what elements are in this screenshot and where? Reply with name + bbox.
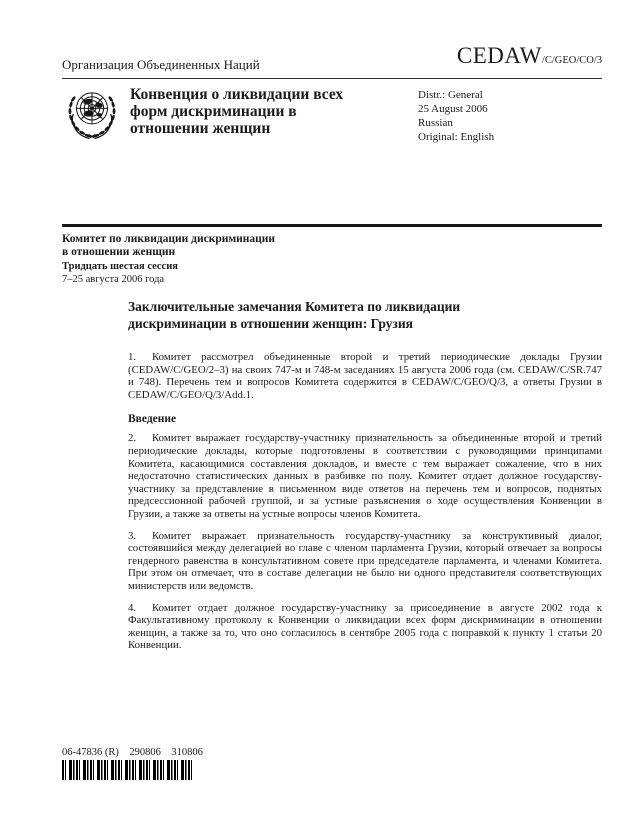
paragraph-3 [128, 530, 602, 593]
paragraph-2 [128, 432, 602, 520]
original-language-line: Original: English [418, 131, 495, 143]
report-title [128, 299, 602, 332]
language-line: Russian [418, 117, 453, 129]
session-label: Тридцать шестая сессия [62, 261, 178, 272]
committee-name-line: Комитет по ликвидации дискриминации [62, 233, 276, 245]
paragraph-4 [128, 602, 602, 652]
paragraph-number: 1. [128, 351, 137, 363]
date-line: 25 August 2006 [418, 103, 488, 115]
section-divider [62, 224, 602, 227]
masthead [62, 85, 602, 144]
paragraph-number: 3. [128, 529, 137, 542]
paragraph-text: Комитет выражает государству-участнику признательность за объединенные второй и третий периодические доклады, которые подготовлены в соответствии с руководящими принципами Комитета, касающимися составления докладов, и вместе с тем выражает сожаление, что в них недостаточно статистических данных в разбивке по полу. Комитет отдает должное государству-участнику за представление в письменном виде ответов на перечень тем и вопросов, поднятых предсессионной рабочей группой, и за устные разъяснения о ходе осуществления Конвенции в Грузии, а также за ответы на устные вопросы членов Комитета. [128, 432, 602, 520]
distr-line: Distr.: General [418, 89, 483, 101]
page-footer [62, 747, 203, 780]
committee-name-line: в отношении женщин [62, 246, 176, 258]
paragraph-text: Комитет рассмотрел объединенные второй и третий периодические доклады Грузии (CEDAW/C/GEO/2–3) на своих 747-м и 748-м заседаниях 15 августа 2006 года (см. CEDAW/C/SR.747 и 748). Перечень тем и вопросов Комитета содержится в CEDAW/C/GEO/Q/3, а ответы Грузии в CEDAW/C/GEO/Q/3/Add.1. [128, 351, 602, 401]
page-header [62, 44, 602, 79]
intro-heading: Введение [128, 413, 177, 426]
document-title-line: Конвенция о ликвидации всех [130, 86, 344, 103]
report-title-line: дискриминации в отношении женщин: Грузия [128, 315, 413, 331]
committee-block [62, 233, 275, 286]
doc-symbol-suffix: /C/GEO/CO/3 [541, 55, 602, 66]
paragraph-text: Комитет отдает должное государству-участнику за присоединение в августе 2002 года к Факультативному протоколу к Конвенции о ликвидации всех форм дискриминации в отношении женщин, а также за то, что оно согласилось в сентябре 2005 года с поправкой к пункту 1 статьи 20 Конвенции. [128, 601, 602, 652]
org-name: Организация Объединенных Наций [62, 57, 260, 72]
doc-symbol [457, 44, 602, 73]
document-number: 06-47836 (R) 290806 310806 [62, 747, 203, 758]
document-body [128, 299, 602, 661]
report-title-line: Заключительные замечания Комитета по ликвидации [128, 299, 461, 314]
paragraph-number: 2. [128, 432, 137, 445]
doc-symbol-main: CEDAW [456, 43, 542, 68]
paragraph-1 [128, 351, 602, 401]
distribution-block [418, 85, 494, 144]
un-emblem-icon [62, 85, 122, 143]
document-title [130, 85, 398, 137]
document-title-line: форм дискриминации в [130, 103, 297, 120]
paragraph-number: 4. [128, 601, 137, 614]
document-title-line: отношении женщин [130, 120, 271, 137]
session-dates: 7–25 августа 2006 года [62, 274, 165, 285]
barcode [62, 760, 194, 780]
paragraph-text: Комитет выражает признательность государству-участнику за конструктивный диалог, состоявшийся между делегацией во главе с членом парламента Грузии, который отвечает за вопросы гендерного равенства в консультативном совете при председателе парламента, и членами Комитета. При этом он отмечает, что в составе делегации не было ни одного представителя соответствующих министерств или ведомств. [128, 529, 602, 592]
